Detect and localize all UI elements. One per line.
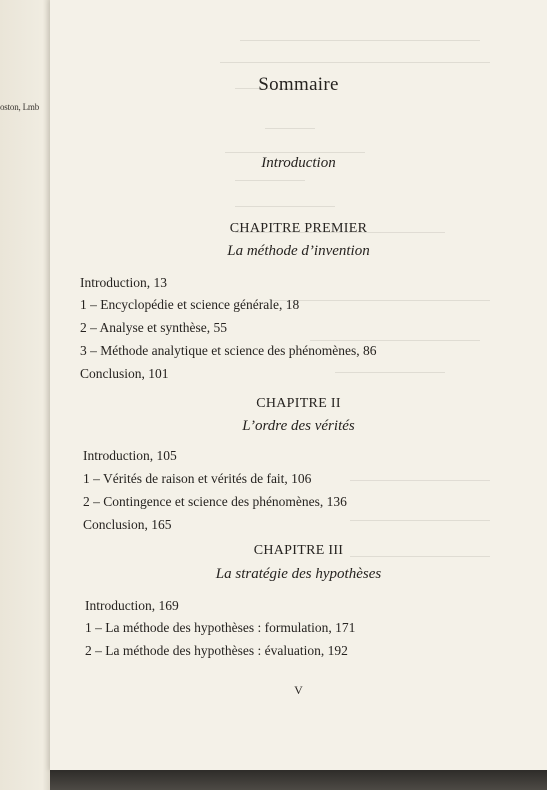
chapter-1-entry: Conclusion, 101 bbox=[80, 366, 169, 381]
chapter-1-heading: CHAPITRE PREMIER bbox=[229, 221, 368, 236]
chapter-1-entry: Introduction, 13 bbox=[80, 275, 167, 290]
chapter-2-title: L’ordre des vérités bbox=[242, 418, 355, 434]
chapter-2-heading: CHAPITRE II bbox=[256, 396, 341, 411]
chapter-2-entry: Introduction, 105 bbox=[83, 448, 177, 463]
chapter-2-entry: Conclusion, 165 bbox=[83, 517, 172, 532]
chapter-1-title: La méthode d’invention bbox=[227, 243, 370, 259]
chapter-3-entry: 1 – La méthode des hypothèses : formulation, 171 bbox=[85, 620, 356, 635]
chapter-3-title: La stratégie des hypothèses bbox=[215, 566, 382, 582]
chapter-3-entry: 2 – La méthode des hypothèses : évaluation, 192 bbox=[85, 643, 348, 658]
page-number: V bbox=[294, 683, 303, 697]
chapter-2-entry: 2 – Contingence et science des phénomènes, 136 bbox=[83, 494, 347, 509]
chapter-1-entry: 2 – Analyse et synthèse, 55 bbox=[80, 320, 227, 335]
page-bottom-shadow bbox=[50, 770, 547, 790]
contents-page bbox=[50, 0, 547, 770]
previous-page-text: oston, Lmb bbox=[0, 102, 40, 112]
chapter-3-heading: CHAPITRE III bbox=[253, 543, 344, 558]
chapter-1-entry: 3 – Méthode analytique et science des phénomènes, 86 bbox=[80, 343, 377, 358]
introduction-heading: Introduction bbox=[261, 155, 336, 171]
previous-page-edge bbox=[0, 0, 50, 790]
chapter-1-entry: 1 – Encyclopédie et science générale, 18 bbox=[80, 297, 300, 312]
page-title: Sommaire bbox=[258, 74, 339, 95]
chapter-3-entry: Introduction, 169 bbox=[85, 598, 179, 613]
chapter-2-entry: 1 – Vérités de raison et vérités de fait, 106 bbox=[83, 471, 312, 486]
